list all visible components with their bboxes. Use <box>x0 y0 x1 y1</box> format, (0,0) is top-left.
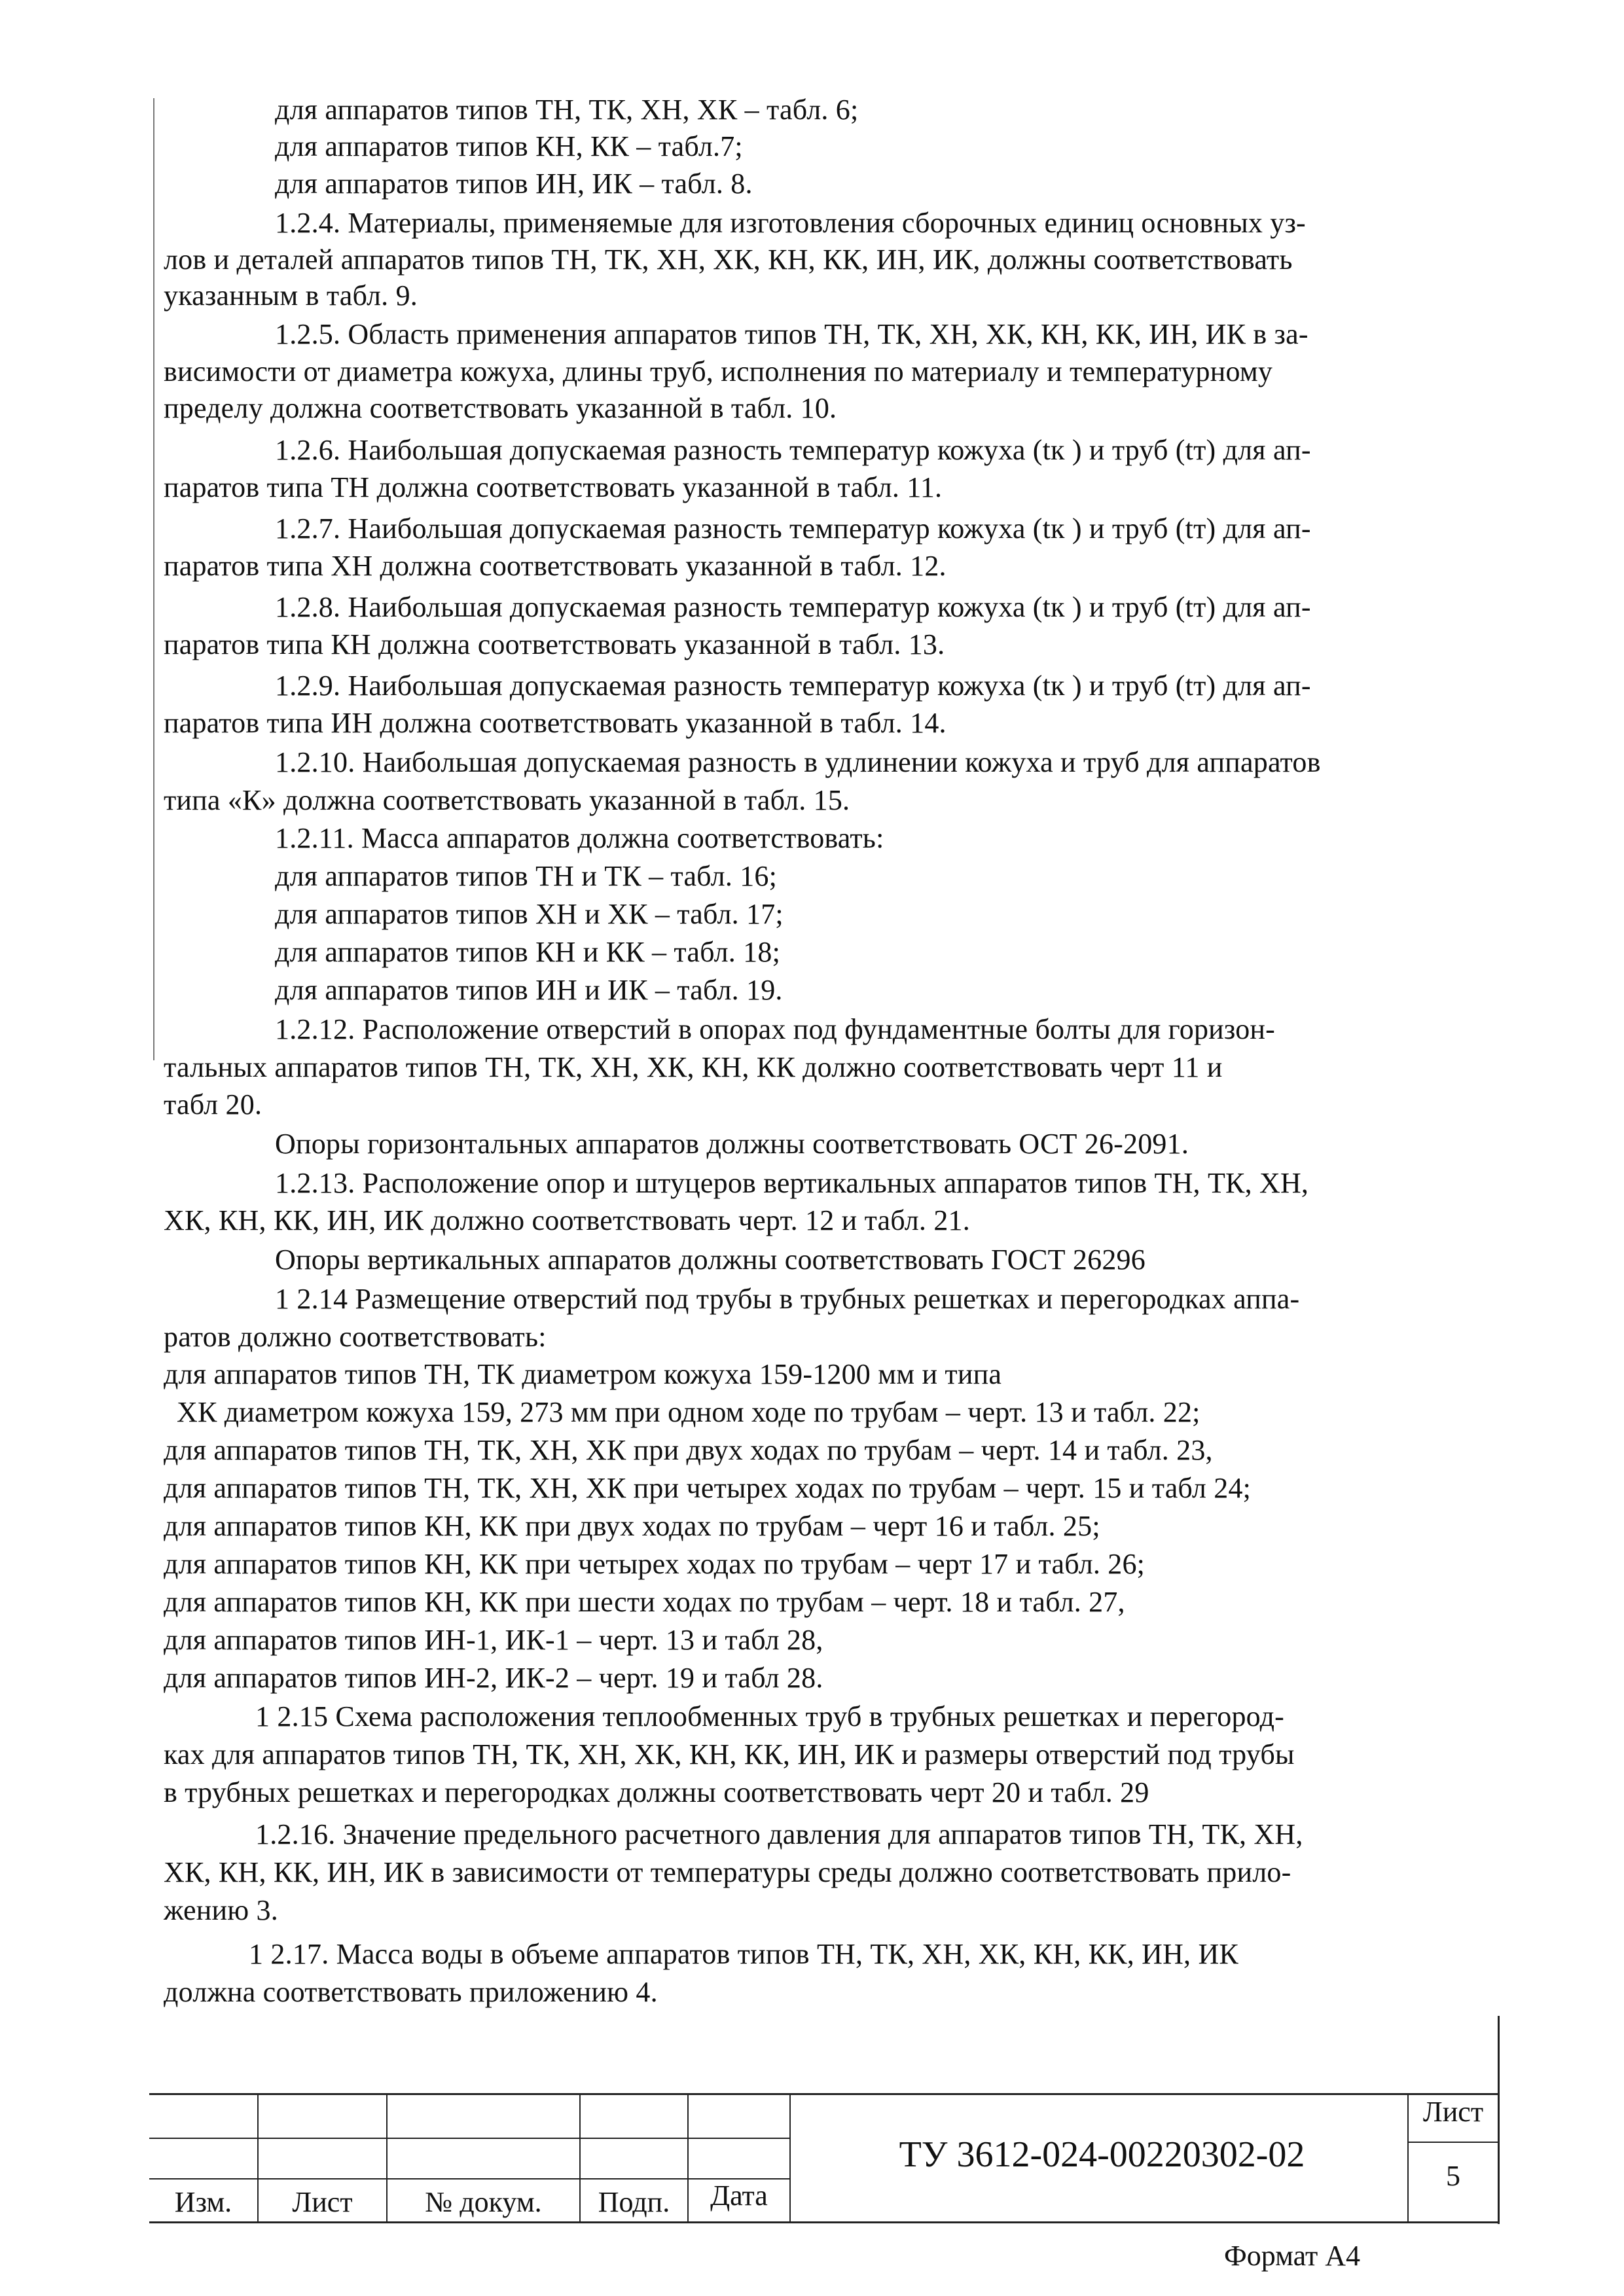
body-line-19: типа «К» должна соответствовать указанной в табл. 15. <box>164 784 850 816</box>
body-line-12: 1.2.7. Наибольшая допускаемая разность температур кожуха (tк ) и труб (tт) для ап- <box>275 512 1311 545</box>
body-line-2: для аппаратов типов КН, КК – табл.7; <box>275 130 743 162</box>
body-line-48: жению 3. <box>164 1894 278 1926</box>
body-line-26: тальных аппаратов типов ТН, ТК, ХН, ХК, КН, КК должно соответствовать черт 11 и <box>164 1051 1223 1083</box>
body-line-15: паратов типа КН должна соответствовать указанной в табл. 13. <box>164 628 945 660</box>
body-line-23: для аппаратов типов КН и КК – табл. 18; <box>275 936 780 968</box>
body-line-44: ках для аппаратов типов ТН, ТК, ХН, ХК, КН, КК, ИН, ИК и размеры отверстий под трубы <box>164 1738 1295 1770</box>
body-line-3: для аппаратов типов ИН, ИК – табл. 8. <box>275 168 753 200</box>
body-line-1: для аппаратов типов ТН, ТК, ХН, ХК – табл. 6; <box>275 94 859 126</box>
document-code: ТУ 3612-024-00220302-02 <box>899 2134 1305 2175</box>
body-line-10: 1.2.6. Наибольшая допускаемая разность температур кожуха (tк ) и труб (tт) для ап- <box>275 434 1311 466</box>
col-list-label: Лист <box>292 2186 353 2218</box>
body-line-35: ХК диаметром кожуха 159, 273 мм при одном ходе по трубам – черт. 13 и табл. 22; <box>177 1396 1200 1428</box>
body-line-28: Опоры горизонтальных аппаратов должны соответствовать ОСТ 26-2091. <box>275 1128 1189 1160</box>
col-izm-label: Изм. <box>174 2186 232 2218</box>
body-line-9: пределу должна соответствовать указанной в табл. 10. <box>164 392 837 424</box>
body-line-33: ратов должно соответствовать: <box>164 1321 547 1353</box>
body-line-30: ХК, КН, КК, ИН, ИК должно соответствовать черт. 12 и табл. 21. <box>164 1204 970 1236</box>
body-line-6: указанным в табл. 9. <box>164 279 418 312</box>
body-line-41: для аппаратов типов ИН-1, ИК-1 – черт. 13 и табл 28, <box>164 1624 823 1656</box>
stamp-bottom-line <box>149 2221 1499 2223</box>
body-line-24: для аппаратов типов ИН и ИК – табл. 19. <box>275 974 783 1006</box>
col-doc-label: № докум. <box>425 2186 542 2218</box>
format-label: Формат А4 <box>1224 2240 1361 2272</box>
col-sign-label: Подп. <box>598 2186 670 2218</box>
body-line-47: ХК, КН, КК, ИН, ИК в зависимости от температуры среды должно соответствовать прило- <box>164 1856 1291 1888</box>
body-line-31: Опоры вертикальных аппаратов должны соответствовать ГОСТ 26296 <box>275 1244 1146 1276</box>
body-line-21: для аппаратов типов ТН и ТК – табл. 16; <box>275 860 778 892</box>
body-line-49: 1 2.17. Масса воды в объеме аппаратов типов ТН, ТК, ХН, ХК, КН, КК, ИН, ИК <box>249 1938 1238 1970</box>
body-line-25: 1.2.12. Расположение отверстий в опорах под фундаментные болты для горизон- <box>275 1013 1276 1045</box>
body-line-39: для аппаратов типов КН, КК при четырех ходах по трубам – черт 17 и табл. 26; <box>164 1548 1146 1580</box>
body-line-18: 1.2.10. Наибольшая допускаемая разность в удлинении кожуха и труб для аппаратов <box>275 746 1321 778</box>
body-line-45: в трубных решетках и перегородках должны соответствовать черт 20 и табл. 29 <box>164 1776 1149 1808</box>
body-line-37: для аппаратов типов ТН, ТК, ХН, ХК при четырех ходах по трубам – черт. 15 и табл 24; <box>164 1472 1252 1504</box>
body-line-16: 1.2.9. Наибольшая допускаемая разность температур кожуха (tк ) и труб (tт) для ап- <box>275 670 1311 702</box>
body-line-40: для аппаратов типов КН, КК при шести ходах по трубам – черт. 18 и табл. 27, <box>164 1586 1125 1618</box>
body-line-43: 1 2.15 Схема расположения теплообменных труб в трубных решетках и перегород- <box>255 1700 1285 1732</box>
body-line-20: 1.2.11. Масса аппаратов должна соответствовать: <box>275 822 884 854</box>
body-line-13: паратов типа ХН должна соответствовать указанной в табл. 12. <box>164 550 947 582</box>
left-margin-rule <box>153 98 154 1060</box>
body-line-46: 1.2.16. Значение предельного расчетного давления для аппаратов типов ТН, ТК, ХН, <box>255 1818 1303 1850</box>
body-line-11: паратов типа ТН должна соответствовать указанной в табл. 11. <box>164 471 943 503</box>
sheet-cell-line <box>1407 2142 1499 2143</box>
body-line-5: лов и деталей аппаратов типов ТН, ТК, ХН, ХК, КН, КК, ИН, ИК, должны соответствовать <box>164 243 1293 276</box>
sheet-number: 5 <box>1446 2160 1460 2192</box>
body-line-4: 1.2.4. Материалы, применяемые для изготовления сборочных единиц основных уз- <box>275 207 1306 239</box>
body-line-32: 1 2.14 Размещение отверстий под трубы в трубных решетках и перегородках аппа- <box>275 1283 1300 1315</box>
body-line-27: табл 20. <box>164 1088 262 1121</box>
body-line-38: для аппаратов типов КН, КК при двух ходах по трубам – черт 16 и табл. 25; <box>164 1510 1100 1542</box>
body-line-50: должна соответствовать приложению 4. <box>164 1976 658 2008</box>
stamp-top-line <box>149 2093 1499 2095</box>
body-line-29: 1.2.13. Расположение опор и штуцеров вертикальных аппаратов типов ТН, ТК, ХН, <box>275 1167 1309 1199</box>
body-line-14: 1.2.8. Наибольшая допускаемая разность температур кожуха (tк ) и труб (tт) для ап- <box>275 591 1311 623</box>
sheet-label: Лист <box>1422 2096 1484 2128</box>
body-line-7: 1.2.5. Область применения аппаратов типов ТН, ТК, ХН, ХК, КН, КК, ИН, ИК в за- <box>275 318 1308 350</box>
stamp-row-line-1 <box>149 2138 791 2139</box>
body-line-34: для аппаратов типов ТН, ТК диаметром кожуха 159-1200 мм и типа <box>164 1358 1002 1390</box>
body-line-22: для аппаратов типов ХН и ХК – табл. 17; <box>275 898 784 930</box>
body-line-8: висимости от диаметра кожуха, длины труб, исполнения по материалу и температурному <box>164 355 1273 387</box>
body-line-42: для аппаратов типов ИН-2, ИК-2 – черт. 19 и табл 28. <box>164 1662 823 1694</box>
body-line-36: для аппаратов типов ТН, ТК, ХН, ХК при двух ходах по трубам – черт. 14 и табл. 23, <box>164 1434 1213 1466</box>
col-date-label: Дата <box>710 2179 768 2212</box>
body-line-17: паратов типа ИН должна соответствовать указанной в табл. 14. <box>164 707 947 739</box>
